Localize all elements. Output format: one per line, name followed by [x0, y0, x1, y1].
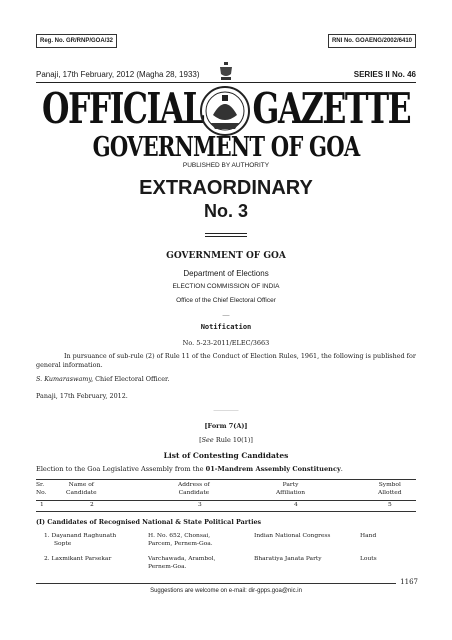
candidate-name-line2: Sopte	[54, 540, 72, 547]
registration-number: Reg. No. GR/RNP/GOA/32	[36, 34, 117, 48]
column-number-4: 4	[294, 502, 298, 508]
header-name	[66, 482, 97, 497]
header-party-line2: Affiliation	[276, 489, 306, 496]
signatory	[36, 375, 416, 384]
edition-number: No. 3	[203, 201, 248, 221]
table-rule-mid	[36, 500, 416, 501]
table-rule-top	[36, 479, 416, 480]
table-header-row	[36, 482, 416, 498]
goa-seal-icon	[199, 85, 251, 137]
candidate-address	[148, 533, 213, 548]
rule-bracket: [	[199, 436, 202, 444]
masthead-subtitle	[0, 133, 452, 163]
department-name: Department of Elections	[183, 269, 269, 278]
rule-see: See	[201, 436, 214, 444]
column-number-1: 1	[40, 502, 44, 508]
footer-suggestions: Suggestions are welcome on e-mail: dir-gpps.goa@nic.in	[150, 588, 302, 594]
candidate-address-line2: Pernem-Goa.	[148, 563, 187, 570]
candidate-address	[148, 556, 215, 571]
notification-body: In pursuance of sub-rule (2) of Rule 11 of the Conduct of Election Rules, 1961, the following is published for general information.	[36, 352, 416, 369]
column-number-3: 3	[198, 502, 202, 508]
header-address	[178, 482, 210, 497]
commission-name: ELECTION COMMISSION OF INDIA	[172, 283, 280, 290]
page-number: 1167	[400, 578, 418, 586]
signatory-title: Chief Electoral Officer.	[93, 375, 170, 383]
column-number-2: 2	[90, 502, 94, 508]
header-party	[276, 482, 305, 497]
header-sr-line2: No.	[36, 489, 47, 496]
header-symbol-line1: Symbol	[378, 482, 401, 488]
masthead-gazette: GAZETTE	[252, 84, 410, 133]
candidate-name	[44, 533, 116, 548]
candidate-name-line1: 2. Laxmikant Parsekar	[44, 556, 112, 562]
candidate-name	[44, 556, 111, 564]
signatory-name: S. Kumaraswamy,	[36, 375, 94, 383]
party-affiliation: Indian National Congress	[254, 533, 331, 539]
table-row	[36, 533, 416, 551]
header-rule	[36, 82, 416, 83]
table-rule-bottom	[36, 511, 416, 512]
header-party-line1: Party	[282, 482, 299, 488]
notification-number: No. 5-23-2011/ELEC/3663	[182, 339, 270, 347]
notification-heading: Notification	[200, 323, 252, 331]
header-address-line2: Candidate	[178, 489, 210, 496]
office-name: Office of the Chief Electoral Officer	[176, 297, 276, 304]
rule-reference	[0, 436, 452, 444]
candidate-address-line2: Parcem, Pernem-Goa.	[148, 540, 213, 547]
masthead-subtitle-text: GOVERNMENT OF GOA	[92, 132, 360, 163]
dateline	[36, 70, 416, 82]
column-number-row	[36, 502, 416, 510]
rni-number: RNI No. GOAENG/2002/6410	[328, 34, 416, 48]
list-title: List of Contesting Candidates	[163, 451, 289, 460]
candidate-address-line1: Varchawada, Arambol,	[148, 556, 216, 562]
column-number-5: 5	[388, 502, 392, 508]
header-sr-line1: Sr.	[36, 482, 45, 488]
edition-type: EXTRAORDINARY	[139, 177, 313, 199]
double-rule-top	[205, 233, 247, 234]
form-label: [Form 7(A)]	[204, 422, 248, 430]
candidate-address-line1: H. No. 652, Chonsai,	[148, 533, 211, 539]
published-by-authority: PUBLISHED BY AUTHORITY	[182, 162, 270, 169]
issue-date: Panaji, 17th February, 2012 (Magha 28, 1933)	[36, 70, 200, 79]
symbol-allotted: Louts	[360, 556, 377, 562]
rule-number: Rule 10(1)]	[213, 436, 253, 444]
election-line	[36, 465, 416, 474]
double-rule-bottom	[205, 236, 247, 237]
masthead-official: OFFICIAL	[42, 84, 204, 133]
government-heading: GOVERNMENT OF GOA	[166, 251, 286, 261]
election-prefix: Election to the Goa Legislative Assembly from the	[36, 465, 206, 473]
footer-rule	[36, 583, 396, 584]
section-title: (I) Candidates of Recognised National & State Political Parties	[36, 518, 262, 526]
short-dash: __	[222, 308, 230, 316]
place-date: Panaji, 17th February, 2012.	[36, 392, 128, 400]
table-row	[36, 556, 416, 574]
separator-line: __________	[213, 405, 239, 411]
constituency-name: 01-Mandrem Assembly Constituency	[205, 465, 341, 473]
header-symbol	[378, 482, 402, 497]
header-sr	[36, 482, 46, 497]
party-affiliation: Bharatiya Janata Party	[254, 556, 322, 562]
header-name-line2: Candidate	[66, 489, 97, 496]
header-symbol-line2: Allotted	[378, 489, 402, 496]
symbol-allotted: Hand	[360, 533, 377, 539]
series-number: SERIES II No. 46	[353, 70, 416, 79]
header-address-line1: Address of	[178, 482, 210, 488]
header-name-line1: Name of	[68, 482, 94, 488]
candidate-name-line1: 1. Dayanand Raghunath	[44, 533, 117, 539]
election-suffix: .	[340, 465, 343, 473]
